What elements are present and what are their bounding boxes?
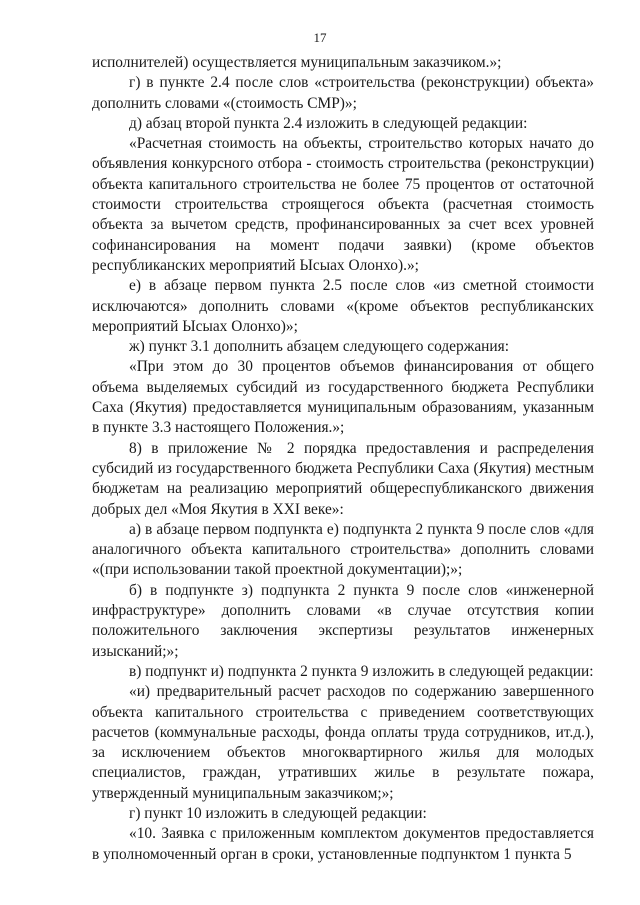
- paragraph: «При этом до 30 процентов объемов финансирования от общего объема выделяемых субсидий из государственного бюджета Республики Саха (Якутия) предоставляется муниципальным образованиям, указанным в пункте 3.3 настоящего Положения.»;: [92, 358, 594, 437]
- document-body: [92, 53, 594, 865]
- paragraph: в) подпункт и) подпункта 2 пункта 9 изложить в следующей редакции:: [129, 662, 594, 680]
- paragraph: «10. Заявка с приложенным комплектом документов предоставляется в уполномоченный орган в сроки, установленные подпунктом 1 пункта 5: [92, 825, 594, 863]
- paragraph: г) пункт 10 изложить в следующей редакции:: [129, 804, 427, 822]
- paragraph: б) в подпункте з) подпункта 2 пункта 9 после слов «инженерной инфраструктуре» дополнить словами «в случае отсутствия копии положительного заключения экспертизы результатов инженерных изысканий;»;: [92, 581, 594, 660]
- paragraph: 8) в приложение № 2 порядка предоставления и распределения субсидий из государственного бюджета Республики Саха (Якутия) местным бюджетам на реализацию мероприятий общереспубликанского движения добрых дел «Моя Якутия в XXI веке»:: [92, 439, 594, 518]
- paragraph: е) в абзаце первом пункта 2.5 после слов «из сметной стоимости исключаются» дополнить словами «(кроме объектов республиканских мероприятий Ысыах Олонхо)»;: [92, 277, 594, 335]
- paragraph: «Расчетная стоимость на объекты, строительство которых начато до объявления конкурсного отбора - стоимость строительства (реконструкции) объекта капитального строительства не более 75 процентов от остаточной стоимости строительства строящегося объекта (расчетная стоимость объекта за вычетом средств, профинансированных за счет всех уровней софинансирования на момент подачи заявки) (кроме объектов республиканских мероприятий Ысыах Олонхо).»;: [92, 135, 594, 274]
- paragraph: д) абзац второй пункта 2.4 изложить в следующей редакции:: [129, 114, 528, 132]
- paragraph: г) в пункте 2.4 после слов «строительства (реконструкции) объекта» дополнить словами «(стоимость СМР)»;: [92, 74, 594, 112]
- paragraph: исполнителей) осуществляется муниципальным заказчиком.»;: [92, 54, 502, 71]
- paragraph: ж) пункт 3.1 дополнить абзацем следующего содержания:: [129, 338, 509, 356]
- paragraph: «и) предварительный расчет расходов по содержанию завершенного объекта капитального строительства с приведением соответствующих расчетов (коммунальные расходы, фонда оплаты труда сотрудников, ит.д.), за исключением объектов многоквартирного жилья для молодых специалистов, граждан, утративших жилье в результате пожара, утвержденный муниципальным заказчиком;»;: [92, 683, 594, 802]
- page-number: 17: [313, 30, 327, 45]
- paragraph: а) в абзаце первом подпункта е) подпункта 2 пункта 9 после слов «для аналогичного объекта капитального строительства» дополнить словами «(при использовании такой проектной документации);»;: [92, 520, 594, 579]
